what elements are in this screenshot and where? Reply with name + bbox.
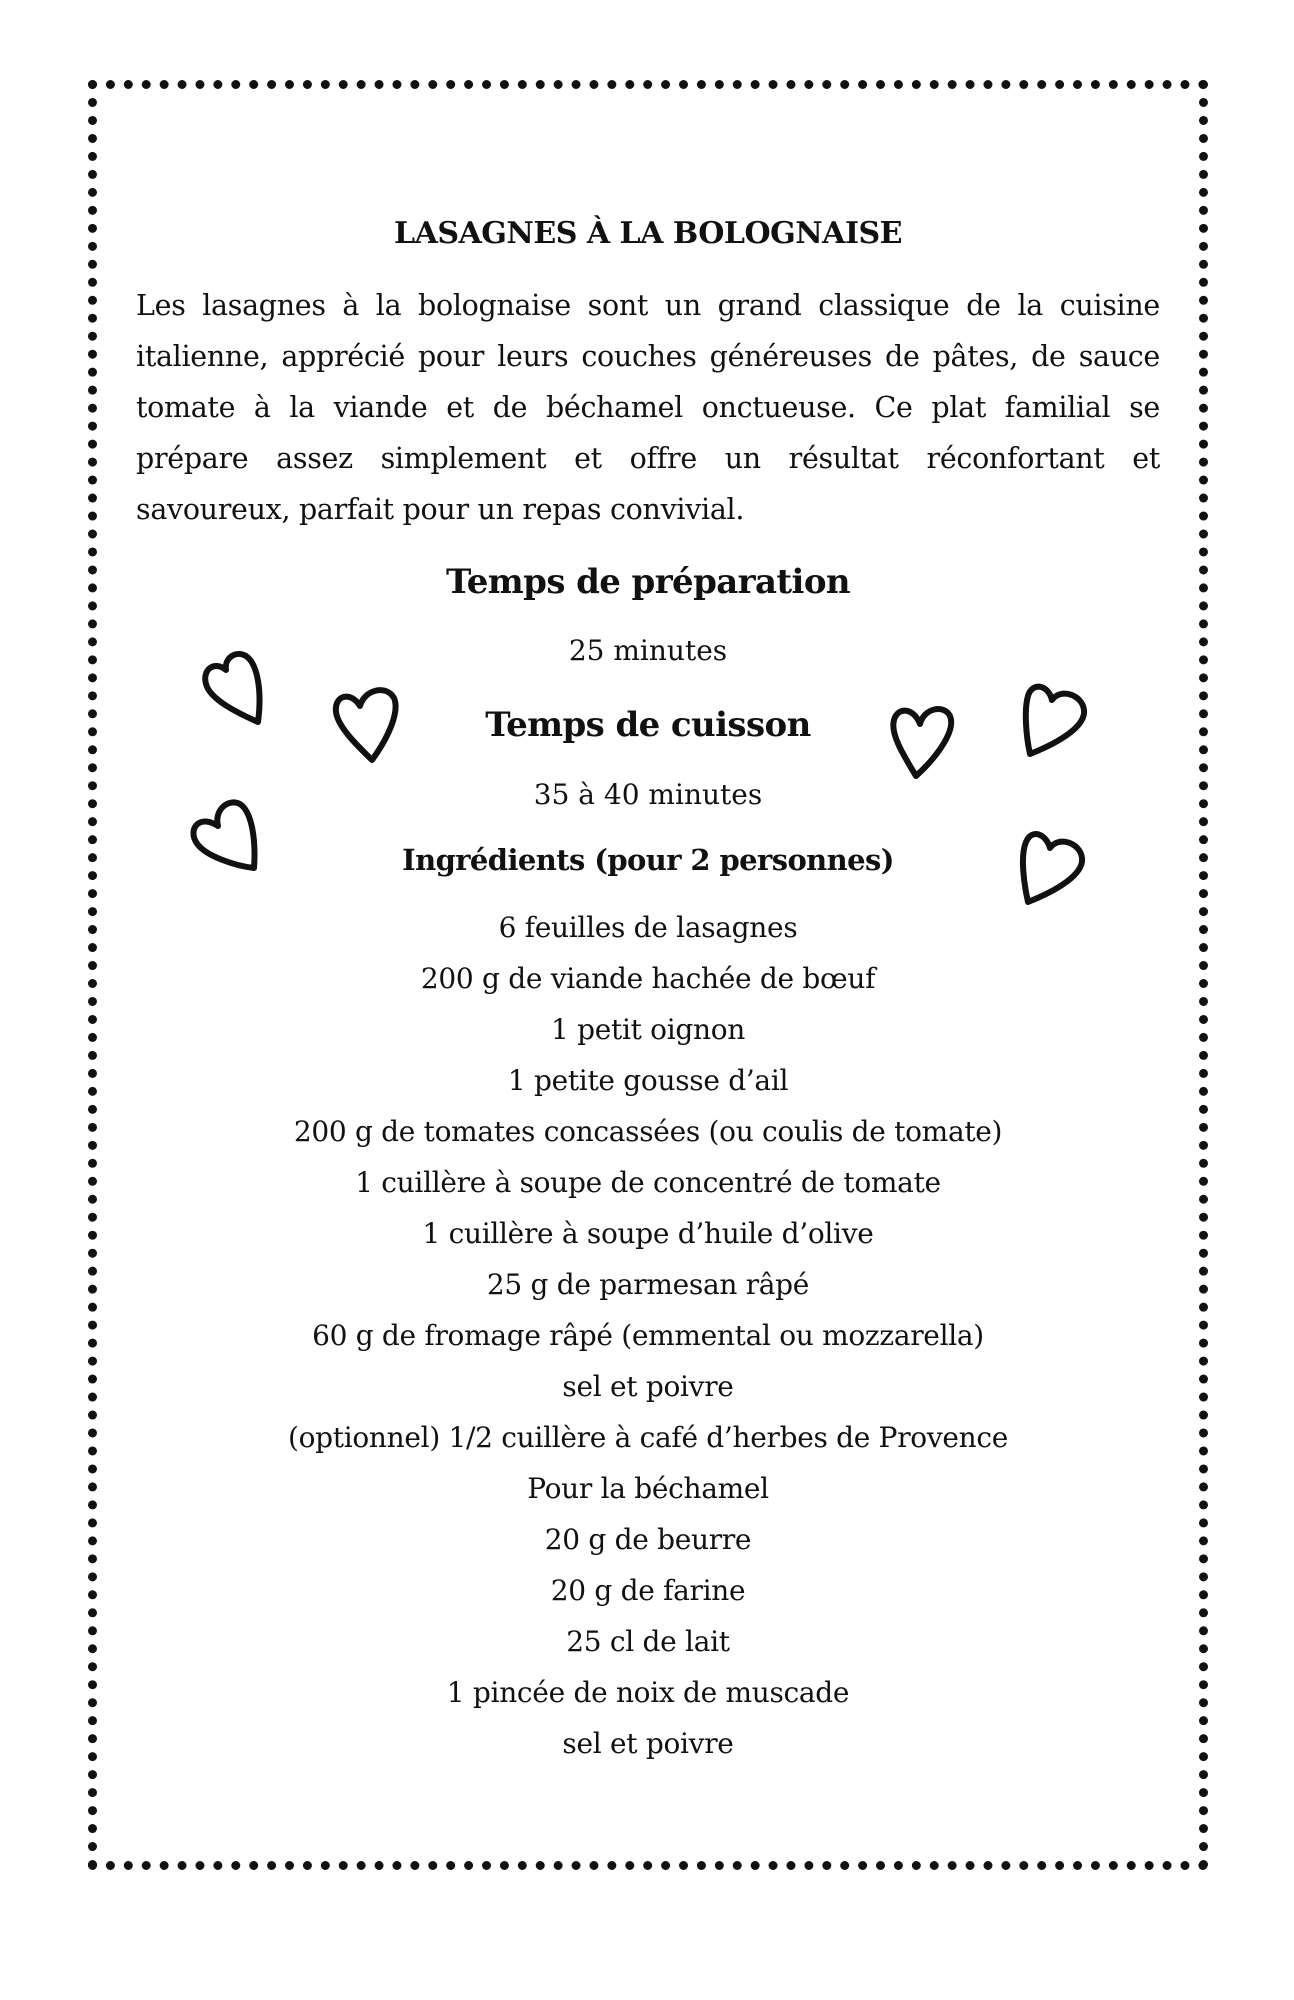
ingredient-item: 25 g de parmesan râpé [486,1268,810,1301]
ingredient-item: 1 petite gousse d’ail [507,1064,789,1097]
ingredient-item: 200 g de viande hachée de bœuf [420,962,876,995]
ingredient-item: 60 g de fromage râpé (emmental ou mozzarella) [312,1319,984,1352]
ingredient-item: 25 cl de lait [566,1625,730,1658]
ingredients-heading: Ingrédients (pour 2 personnes) [402,843,894,877]
ingredient-item: sel et poivre [562,1370,734,1403]
recipe-intro: Les lasagnes à la bolognaise sont un grand classique de la cuisine italienne, apprécié pour leurs couches généreuses de pâtes, de sauce tomate à la viande et de béchamel onctueuse. Ce plat familial se prépare assez simplement et offre un résultat réconfortant et savoureux, parfait pour un repas convivial. [136,289,1160,526]
prep-time-value: 25 minutes [568,634,728,667]
ingredient-item: 200 g de tomates concassées (ou coulis de tomate) [293,1115,1003,1148]
cook-time-value: 35 à 40 minutes [533,778,763,811]
ingredient-subheading: Pour la béchamel [527,1472,769,1505]
ingredient-item: (optionnel) 1/2 cuillère à café d’herbes de Provence [287,1421,1009,1454]
cook-time-heading: Temps de cuisson [485,705,811,745]
prep-time-heading: Temps de préparation [445,562,851,602]
ingredient-item: sel et poivre [562,1727,734,1760]
ingredients-list [136,908,1160,1775]
ingredient-item: 6 feuilles de lasagnes [498,911,798,944]
ingredient-item: 1 cuillère à soupe de concentré de tomate [355,1166,941,1199]
ingredient-item: 1 pincée de noix de muscade [446,1676,850,1709]
ingredient-item: 20 g de beurre [544,1523,752,1556]
ingredient-item: 1 cuillère à soupe d’huile d’olive [422,1217,874,1250]
ingredient-item: 1 petit oignon [550,1013,746,1046]
ingredient-item: 20 g de farine [550,1574,746,1607]
recipe-title: LASAGNES À LA BOLOGNAISE [393,216,903,251]
